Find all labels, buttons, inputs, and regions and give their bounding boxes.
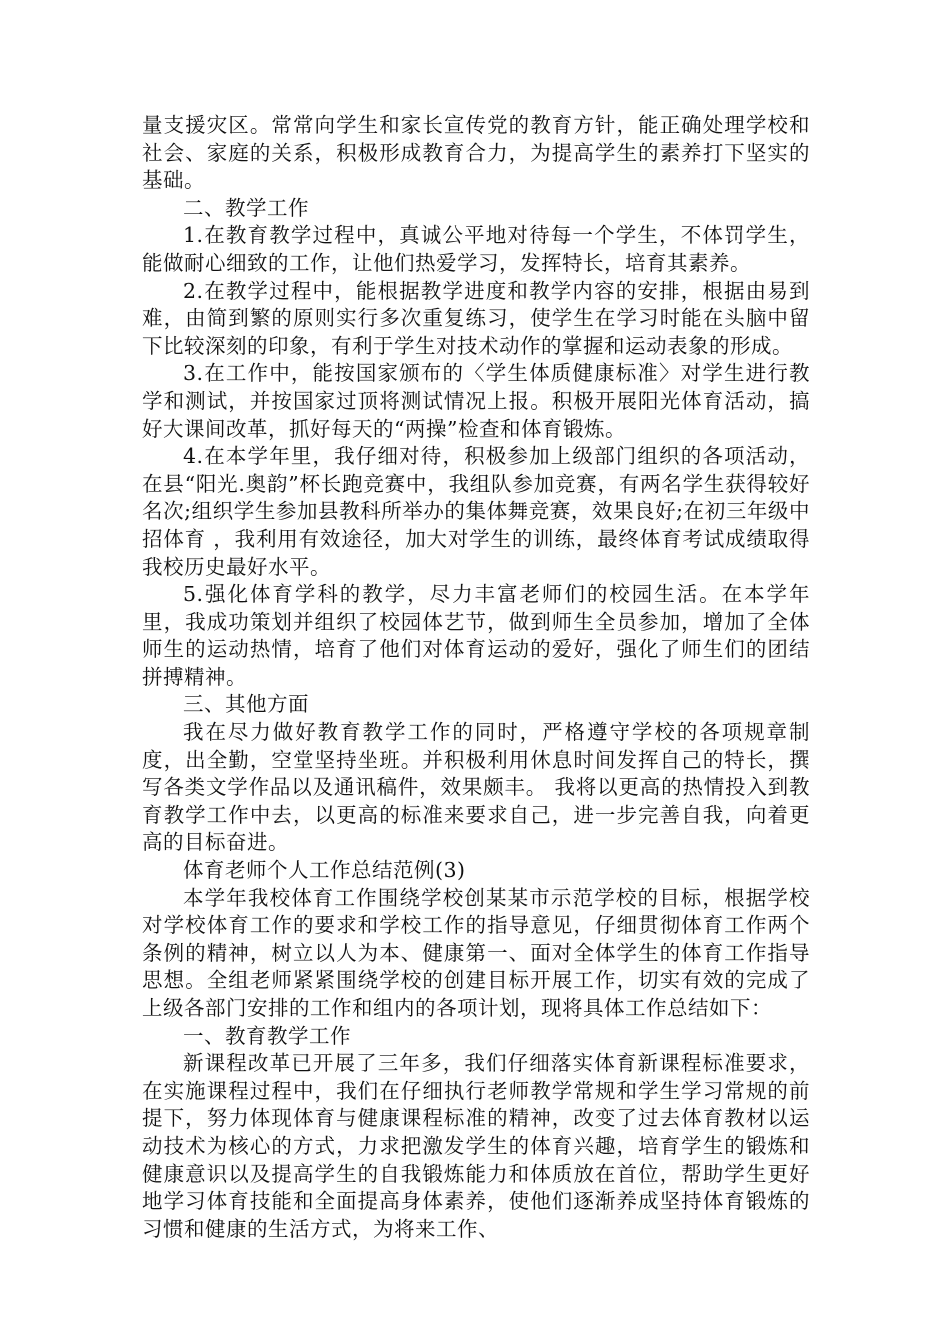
paragraph-item-2: 2.在教学过程中，能根据教学进度和教学内容的安排，根据由易到难，由简到繁的原则实行多次重复练习，使学生在学习时能在头脑中留下比较深刻的印象，有利于学生对技术动作的掌握和运动表象的形成。 [142, 278, 810, 358]
paragraph-intro: 本学年我校体育工作围绕学校创某某市示范学校的目标，根据学校对学校体育工作的要求和学校工作的指导意见，仔细贯彻体育工作两个条例的精神，树立以人为本、健康第一、面对全体学生的体育工作指导思想。全组老师紧紧围绕学校的创建目标开展工作，切实有效的完成了上级各部门安排的工作和组内的各项计划，现将具体工作总结如下： [142, 885, 810, 1020]
paragraph-curriculum-reform: 新课程改革已开展了三年多，我们仔细落实体育新课程标准要求，在实施课程过程中，我们在仔细执行老师教学常规和学生学习常规的前提下，努力体现体育与健康课程标准的精神，改变了过去体育教材以运动技术为核心的方式，力求把激发学生的体育兴趣，培育学生的锻炼和健康意识以及提高学生的自我锻炼能力和体质放在首位，帮助学生更好地学习体育技能和全面提高身体素养，使他们逐渐养成坚持体育锻炼的习惯和健康的生活方式，为将来工作、 [142, 1051, 810, 1241]
paragraph-other-aspects: 我在尽力做好教育教学工作的同时，严格遵守学校的各项规章制度，出全勤，空堂坚持坐班。并积极利用休息时间发挥自己的特长，撰写各类文学作品以及通讯稿件，效果颇丰。 我将以更高的热情投入到教育教学工作中去，以更高的标准来要求自己，进一步完善自我，向着更高的目标奋进。 [142, 720, 810, 855]
section-heading-other-aspects: 三、其他方面 [183, 692, 309, 717]
paragraph-item-1: 1.在教育教学过程中，真诚公平地对待每一个学生，不体罚学生，能做耐心细致的工作，让他们热爱学习，发挥特长，培育其素养。 [142, 223, 810, 275]
section-heading-education-teaching: 一、教育教学工作 [183, 1023, 351, 1048]
paragraph-item-3: 3.在工作中，能按国家颁布的〈学生体质健康标准〉对学生进行教学和测试，并按国家过顶将测试情况上报。积极开展阳光体育活动，搞好大课间改革，抓好每天的“两操”检查和体育锻炼。 [142, 361, 810, 441]
article-title: 体育老师个人工作总结范例(3) [183, 858, 466, 883]
paragraph-item-5: 5.强化体育学科的教学，尽力丰富老师们的校园生活。在本学年里，我成功策划并组织了校园体艺节，做到师生全员参加，增加了全体师生的运动热情，培育了他们对体育运动的爱好，强化了师生们的团结拼搏精神。 [142, 582, 810, 689]
paragraph-item-4: 4.在本学年里，我仔细对待，积极参加上级部门组织的各项活动，在县“阳光.奥韵”杯长跑竞赛中，我组队参加竞赛，有两名学生获得较好名次;组织学生参加县教科所举办的集体舞竞赛，效果良好;在初三年级中招体育 ，我利用有效途径，加大对学生的训练，最终体育考试成绩取得我校历史最好水平。 [142, 444, 810, 579]
section-heading-teaching-work: 二、教学工作 [183, 195, 309, 220]
document-body [142, 112, 810, 1243]
paragraph-continuation: 量支援灾区。常常向学生和家长宣传党的教育方针，能正确处理学校和社会、家庭的关系，积极形成教育合力，为提高学生的素养打下坚实的基础。 [142, 113, 810, 193]
